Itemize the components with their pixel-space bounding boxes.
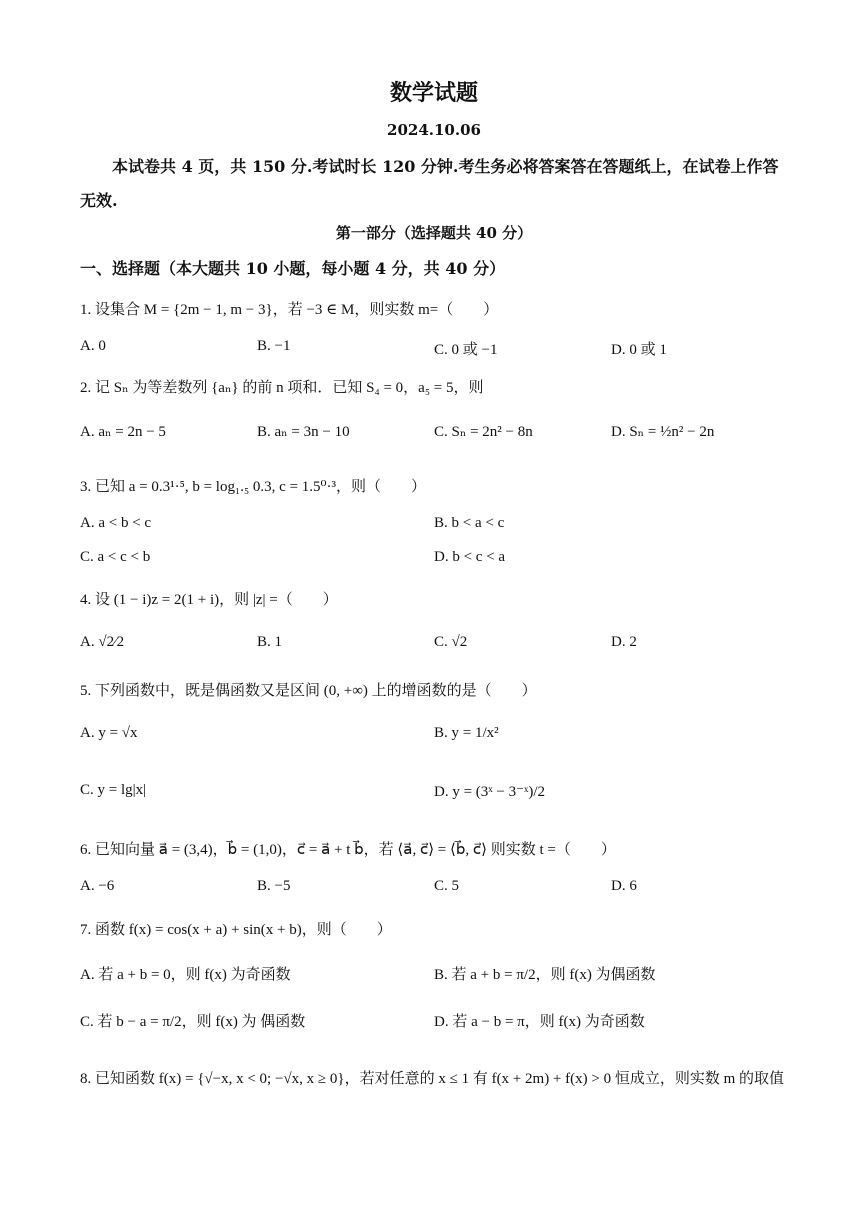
q4-option-c: C. √2 — [434, 634, 468, 650]
q3-option-b: B. b < a < c — [434, 515, 505, 531]
q5-option-c: C. y = lg|x| — [80, 782, 147, 798]
q3-option-c: C. a < c < b — [80, 549, 151, 565]
q5-option-d: D. y = (3ˣ − 3⁻ˣ)/2 — [434, 784, 545, 800]
q6-option-c: C. 5 — [434, 878, 460, 894]
q3-option-d: D. b < c < a — [434, 549, 506, 565]
part-heading: 第一部分（选择题共 40 分） — [335, 224, 533, 242]
q5-option-b: B. y = 1/x² — [434, 725, 499, 741]
q7-option-a: A. 若 a + b = 0，则 f(x) 为奇函数 — [80, 967, 291, 983]
question-7-stem: 7. 函数 f(x) = cos(x + a) + sin(x + b)，则（ ） — [80, 922, 392, 938]
q2-option-c: C. Sₙ = 2n² − 8n — [434, 424, 533, 440]
q4-option-b: B. 1 — [257, 634, 283, 650]
q2-option-d: D. Sₙ = ½n² − 2n — [611, 424, 715, 440]
q6-option-d: D. 6 — [611, 878, 637, 894]
question-5-stem: 5. 下列函数中，既是偶函数又是区间 (0, +∞) 上的增函数的是（ ） — [80, 683, 537, 699]
q3-option-a: A. a < b < c — [80, 515, 152, 531]
question-1-stem: 1. 设集合 M = {2m − 1, m − 3}，若 −3 ∈ M，则实数 m=（ ） — [80, 302, 499, 318]
q2-option-a: A. aₙ = 2n − 5 — [80, 424, 166, 440]
q7-option-d: D. 若 a − b = π，则 f(x) 为奇函数 — [434, 1014, 645, 1030]
q6-option-a: A. −6 — [80, 878, 115, 894]
q7-option-b: B. 若 a + b = π/2，则 f(x) 为偶函数 — [434, 967, 656, 983]
exam-title: 数学试题 — [389, 80, 478, 106]
question-3-stem: 3. 已知 a = 0.3¹·⁵, b = log₁.₅ 0.3, c = 1.5⁰·³，则（ ） — [80, 479, 427, 495]
question-4-stem: 4. 设 (1 − i)z = 2(1 + i)，则 |z| =（ ） — [80, 592, 338, 608]
q7-option-c: C. 若 b − a = π/2，则 f(x) 为 偶函数 — [80, 1014, 306, 1030]
q5-option-a: A. y = √x — [80, 725, 138, 741]
q6-option-b: B. −5 — [257, 878, 291, 894]
q2-option-b: B. aₙ = 3n − 10 — [257, 424, 350, 440]
q4-option-a: A. √2⁄2 — [80, 634, 125, 650]
question-8-stem: 8. 已知函数 f(x) = {√−x, x < 0; −√x, x ≥ 0}，若对任意的 x ≤ 1 有 f(x + 2m) + f(x) > 0 恒成立，则实数 m 的取值 — [80, 1071, 785, 1087]
q1-option-d: D. 0 或 1 — [611, 342, 667, 358]
q1-option-a: A. 0 — [80, 338, 106, 354]
q1-option-c: C. 0 或 −1 — [434, 342, 498, 358]
q1-option-b: B. −1 — [257, 338, 291, 354]
question-6-stem: 6. 已知向量 a⃗ = (3,4)，b⃗ = (1,0)，c⃗ = a⃗ + t b⃗，若 ⟨a⃗, c⃗⟩ = ⟨b⃗, c⃗⟩ 则实数 t =（ ） — [80, 842, 616, 858]
question-2-stem: 2. 记 Sₙ 为等差数列 {aₙ} 的前 n 项和．已知 S₄ = 0，a₅ = 5，则 — [80, 380, 484, 396]
exam-intro: 本试卷共 4 页，共 150 分.考试时长 120 分钟.考生务必将答案答在答题纸上，在试卷上作答无效. — [80, 157, 779, 210]
exam-date: 2024.10.06 — [387, 121, 481, 139]
q4-option-d: D. 2 — [611, 634, 637, 650]
section-heading: 一、选择题（本大题共 10 小题，每小题 4 分，共 40 分） — [80, 259, 506, 278]
